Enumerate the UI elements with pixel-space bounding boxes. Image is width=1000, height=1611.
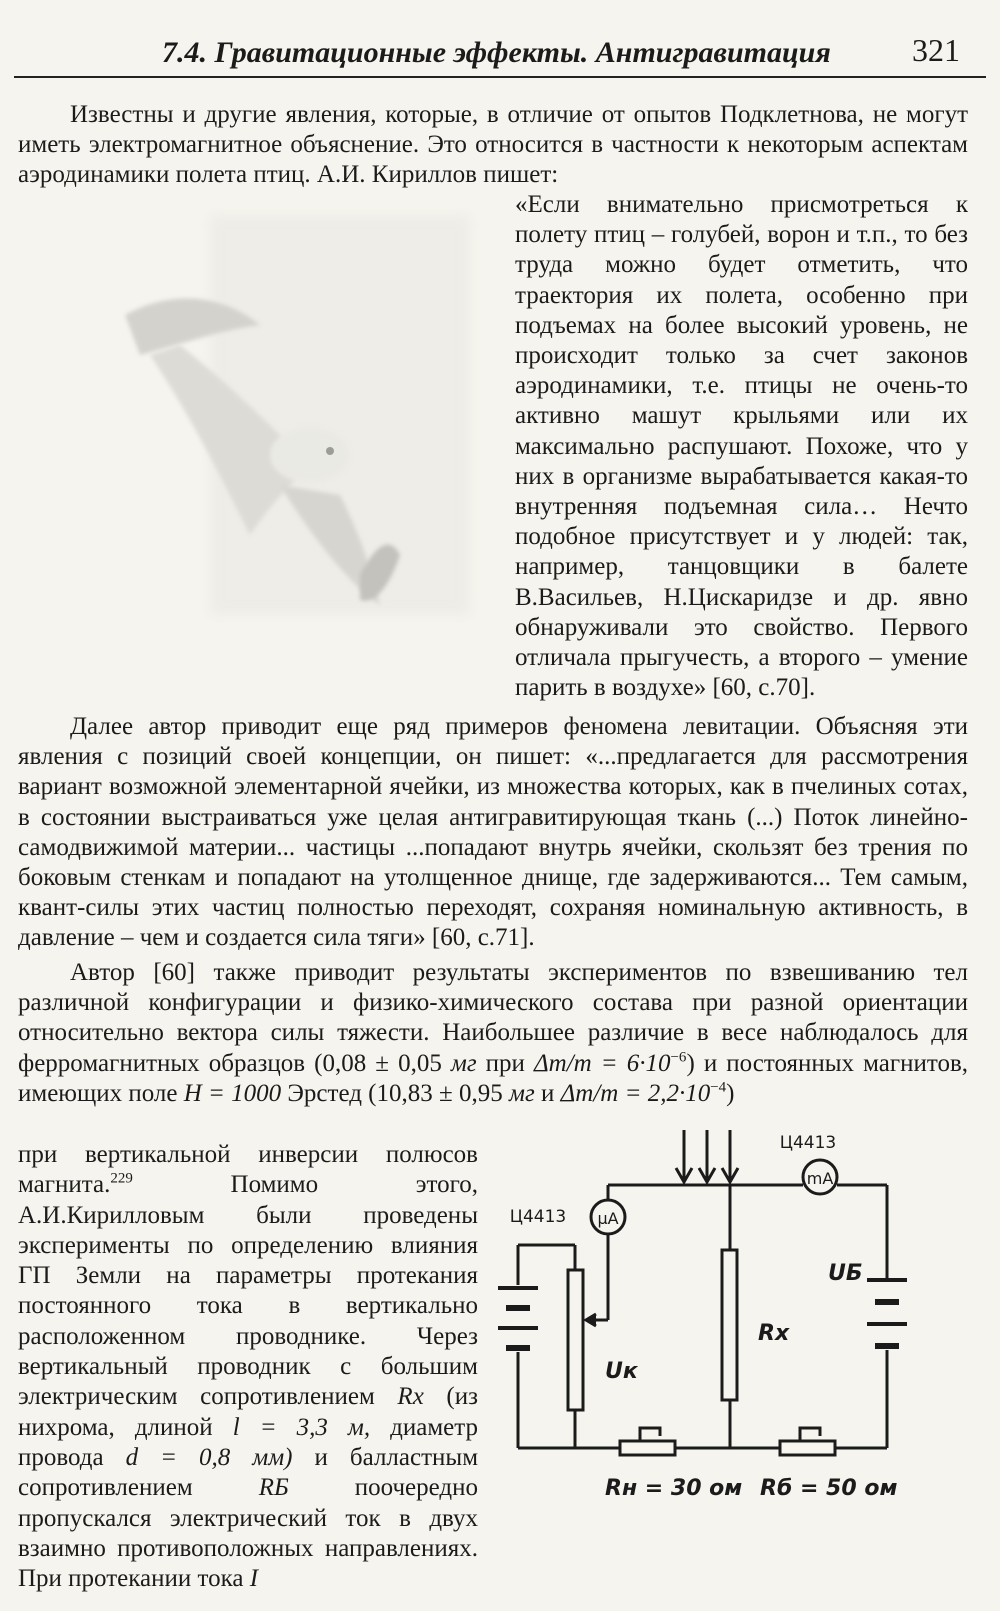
p3-part4: Эрстед (10,83 ± 0,95 (287, 1079, 503, 1107)
paragraph-experiments (18, 958, 968, 1109)
gravity-arrows (676, 1130, 738, 1182)
running-header (14, 28, 986, 78)
p3-part2: при (485, 1049, 525, 1077)
p3-part3: ) и постоянных магнитов, имеющих поле (18, 1049, 968, 1107)
rheostat-rn (620, 1441, 675, 1455)
meter1-symbol: μA (597, 1209, 619, 1228)
rheostat-rb (780, 1441, 835, 1455)
label-rn: Rн = 30 ом (605, 1476, 743, 1501)
resistor-rx (722, 1250, 737, 1400)
p3-part1: Автор [60] также приводит результаты экспериментов по взвешиванию тел различной конфигурации и физико-химического состава при разной ориентации относительно вектора силы тяжести. Наибольшее различие в весе наблюдалось для ферромагнитных образцов (0,08 ± 0,05 (18, 959, 968, 1077)
p4-part5: и балластным сопротивлением (18, 1443, 479, 1502)
p3-exp1: −6 (670, 1049, 687, 1066)
p3-exp2: −4 (710, 1079, 727, 1096)
paragraph-concept (18, 712, 968, 954)
label-rx: Rх (758, 1321, 790, 1346)
p4-part6: поочередно пропускался электрический ток в двух взаимно противоположных направлениях. При протекании тока (18, 1474, 479, 1593)
p4-length: l = 3,3 м, (232, 1413, 371, 1441)
meter2-symbol: mA (806, 1169, 834, 1188)
p3-part6: ) (726, 1079, 735, 1107)
p4-rx: Rх (397, 1383, 424, 1411)
potentiometer-uk (568, 1270, 583, 1410)
p4-rb: RБ (258, 1474, 289, 1502)
paragraph-intro-text: Известны и другие явления, которые, в отличие от опытов Подклетнова, не могут иметь электромагнитное объяснение. Это относится в частности к некоторым аспектам аэродинамики полета птиц. А.И. Кириллов пишет: (18, 101, 968, 189)
p3-field: H = 1000 (183, 1079, 282, 1107)
p3-part5: и (540, 1079, 555, 1107)
seagull-illustration (30, 205, 490, 705)
section-title: 7.4. Гравитационные эффекты. Антигравитация (162, 36, 831, 69)
label-rb: Rб = 50 ом (760, 1476, 898, 1501)
p4-part3: (из нихрома, длиной (18, 1383, 479, 1441)
paragraph-quote (515, 190, 968, 703)
p4-current: I (249, 1565, 259, 1593)
p4-part4: диаметр провода (18, 1413, 478, 1471)
p3-mg2: мг (508, 1079, 535, 1107)
footnote-ref: 229 (110, 1170, 133, 1187)
p3-ratio1: Δm/m = 6·10 (534, 1049, 671, 1077)
p3-ratio2: Δm/m = 2,2·10 (560, 1079, 711, 1107)
page-number: 321 (912, 32, 960, 68)
paragraph-wire-experiment (18, 1140, 478, 1594)
quote-text: «Если внимательно присмотреться к полету птиц – голубей, ворон и т.п., то без труда можно будет отметить, что траектория их полета, особенно при подъемах на более высокий уровень, не происходит только за счет законов аэродинамики, т.е. птицы не очень-то активно машут крыльями или их максимально распушают. Похоже, что у них в организме вырабатывается какая-то внутренняя подъемная сила… Нечто подобное присутствует и у людей: так, например, танцовщики в балете В.Васильев, Н.Цискаридзе и др. явно обнаруживали это свойство. Первого отличала прыгучесть, а второго – умение парить в воздухе» [60, с.70]. (515, 191, 968, 702)
paragraph-intro (18, 100, 968, 191)
label-uk: Uк (605, 1359, 638, 1384)
label-ub: UБ (828, 1261, 863, 1286)
p4-diameter: d = 0,8 мм) (125, 1443, 293, 1471)
circuit-diagram (490, 1130, 990, 1600)
meter2-model: Ц4413 (779, 1133, 837, 1153)
meter1-model: Ц4413 (509, 1207, 567, 1227)
p4-part1: при вертикальной инверсии полюсов магнита. (18, 1141, 478, 1199)
p3-mg1: мг (450, 1049, 477, 1077)
paragraph-concept-text: Далее автор приводит еще ряд примеров феномена левитации. Объясняя эти явления с позиций своей концепции, он пишет: «...предлагается для рассмотрения вариант возможной элементарной ячейки, из множества которых, как в пчелиных сотах, в состоянии выстраиваться уже целая антигравитирующая ткань (...) Поток линейно-самодвижимой материи... частицы ...попадают внутрь ячейки, скользят без трения по боковым стенкам и попадают на утолщенное днище, где задерживаются... Тем самым, квант-силы этих частиц полностью переходят, сохраняя номинальную активность, в давление – чем и создается сила тяги» [60, с.71]. (18, 713, 968, 952)
p4-part2: Помимо этого, А.И.Кирилловым были проведены эксперименты по определению влияния ГП Земли на параметры протекания постоянного тока в вертикально расположенном проводнике. Через вертикальный проводник с большим электрическим сопротивлением (18, 1171, 478, 1411)
